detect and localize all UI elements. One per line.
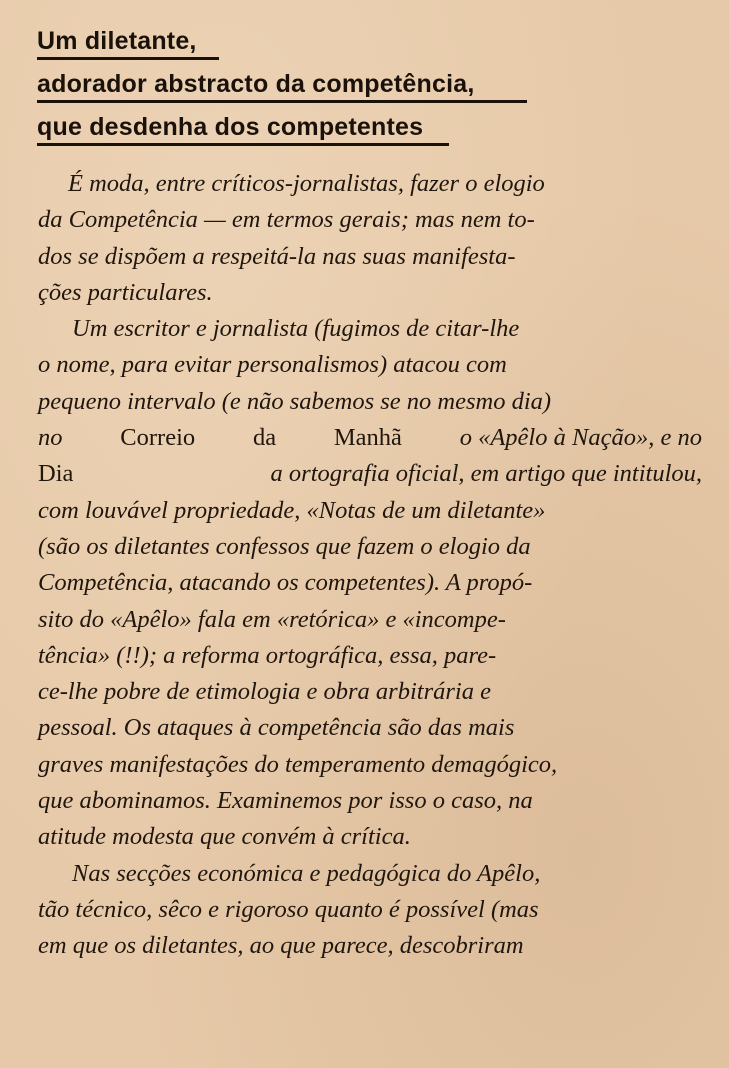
heading-line-2 bbox=[37, 69, 537, 112]
text-line-content: no bbox=[38, 424, 63, 452]
text-line-content: que abominamos. Examinemos por isso o caso, na bbox=[38, 787, 533, 815]
text-line-content: Competência, atacando os competentes). A propó- bbox=[38, 569, 533, 597]
text-line-content: o «Apêlo à Nação», e no bbox=[459, 424, 702, 452]
heading-line-1 bbox=[37, 26, 537, 69]
heading-line-3 bbox=[37, 112, 537, 155]
text-line-content: atitude modesta que convém à crítica. bbox=[38, 823, 411, 851]
article-body bbox=[38, 166, 702, 965]
text-line bbox=[38, 747, 702, 783]
text-line bbox=[38, 710, 702, 746]
text-line bbox=[38, 275, 702, 311]
text-line bbox=[38, 638, 702, 674]
text-line bbox=[38, 565, 702, 601]
text-line-content: Um escritor e jornalista (fugimos de citar-lhe bbox=[72, 315, 520, 343]
text-line bbox=[38, 384, 702, 420]
text-line-content: ções particulares. bbox=[38, 278, 213, 306]
text-line-content: pessoal. Os ataques à competência são das mais bbox=[38, 714, 515, 742]
newspaper-name: Correio bbox=[120, 424, 196, 452]
text-line-content: em que os diletantes, ao que parece, descobriram bbox=[38, 932, 524, 960]
text-line-content: o nome, para evitar personalismos) atacou com bbox=[38, 351, 507, 379]
heading-line-3-text: que desdenha dos competentes bbox=[37, 113, 424, 141]
text-line bbox=[38, 202, 702, 238]
text-line bbox=[38, 420, 702, 456]
text-line bbox=[38, 928, 702, 964]
text-line-content: a ortografia oficial, em artigo que intitulou, bbox=[270, 460, 702, 488]
text-line bbox=[38, 239, 702, 275]
text-line-content: É moda, entre críticos-jornalistas, fazer o elogio bbox=[68, 170, 545, 197]
text-line bbox=[38, 493, 702, 529]
text-line-content: Nas secções económica e pedagógica do Apêlo, bbox=[72, 859, 541, 887]
heading-underline-3 bbox=[37, 143, 449, 146]
text-line-content: da Competência — em termos gerais; mas nem to- bbox=[38, 206, 535, 234]
text-line-content: tência» (!!); a reforma ortográfica, essa, pare- bbox=[38, 641, 497, 669]
text-line bbox=[38, 602, 702, 638]
newspaper-name: da bbox=[252, 424, 277, 452]
text-line-content: ce-lhe pobre de etimologia e obra arbitrária e bbox=[38, 678, 491, 706]
heading-underline-1 bbox=[37, 57, 219, 60]
text-line-content: tão técnico, sêco e rigoroso quanto é possível (mas bbox=[38, 895, 539, 923]
article-heading bbox=[37, 26, 537, 155]
newspaper-name: Manhã bbox=[333, 424, 402, 452]
heading-underline-2 bbox=[37, 100, 527, 103]
text-line bbox=[38, 456, 702, 492]
text-line bbox=[38, 892, 702, 928]
newspaper-name: Dia bbox=[38, 460, 74, 488]
text-line bbox=[38, 347, 702, 383]
text-line-content: sito do «Apêlo» fala em «retórica» e «incompe- bbox=[38, 605, 506, 633]
heading-line-1-text: Um diletante, bbox=[37, 27, 197, 55]
text-line bbox=[38, 529, 702, 565]
text-line bbox=[38, 819, 702, 855]
text-line-content: graves manifestações do temperamento demagógico, bbox=[38, 750, 558, 778]
text-line-content: pequeno intervalo (e não sabemos se no mesmo dia) bbox=[38, 387, 552, 415]
heading-line-2-text: adorador abstracto da competência, bbox=[37, 70, 475, 98]
text-line bbox=[38, 783, 702, 819]
text-line-content: (são os diletantes confessos que fazem o elogio da bbox=[38, 532, 531, 560]
text-line bbox=[38, 166, 702, 202]
text-line-content: com louvável propriedade, «Notas de um diletante» bbox=[38, 496, 546, 524]
text-line bbox=[38, 674, 702, 710]
text-line bbox=[38, 856, 702, 892]
text-line-content: dos se dispõem a respeitá-la nas suas manifesta- bbox=[38, 242, 516, 270]
text-line bbox=[38, 311, 702, 347]
